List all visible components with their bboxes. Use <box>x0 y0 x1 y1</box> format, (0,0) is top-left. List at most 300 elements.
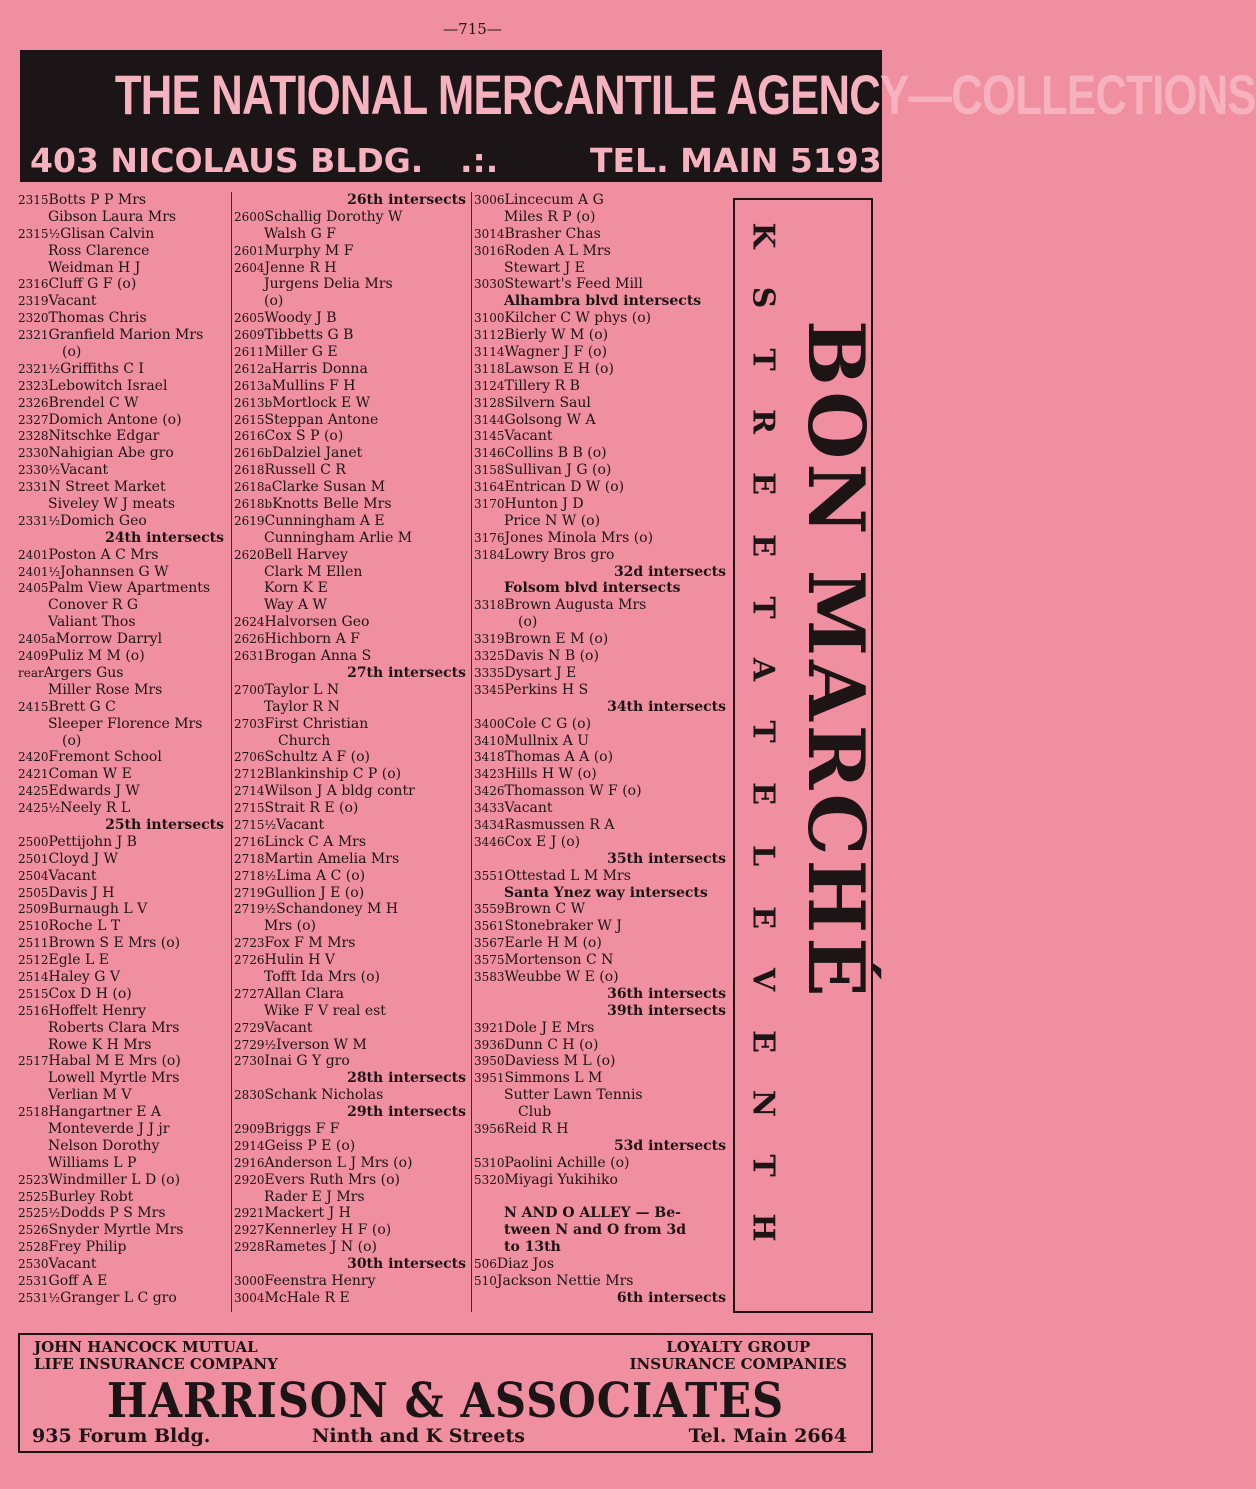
house-number: 3956 <box>474 1121 505 1136</box>
house-number: 3158 <box>474 463 505 478</box>
house-number: 2505 <box>18 885 49 900</box>
directory-entry <box>234 834 470 851</box>
bottom-ad-right-line1: LOYALTY GROUP <box>666 1338 811 1356</box>
resident-name: Rasmussen R A <box>504 816 615 833</box>
directory-entry <box>234 1020 470 1037</box>
resident-name: Brown Augusta Mrs <box>504 597 647 614</box>
directory-entry <box>234 547 470 564</box>
intersection-heading: 29th intersects <box>347 1104 466 1121</box>
resident-name: Thomas Chris <box>48 310 147 327</box>
resident-name: Vacant <box>60 462 109 479</box>
resident-name: Davis N B (o) <box>504 648 599 665</box>
directory-entry <box>474 749 730 766</box>
house-number: 2605 <box>234 311 265 326</box>
house-number: 506 <box>474 1257 497 1272</box>
resident-name: Hills H W (o) <box>504 766 597 783</box>
house-number: 3423 <box>474 767 505 782</box>
directory-entry <box>474 665 730 682</box>
directory-column-1 <box>18 192 228 1307</box>
resident-name: Palm View Apartments <box>48 580 211 597</box>
resident-name: Cox D H (o) <box>48 985 132 1002</box>
resident-name: Perkins H S <box>504 681 589 698</box>
directory-entry <box>234 817 470 834</box>
directory-entry <box>18 834 228 851</box>
house-number: 510 <box>474 1274 497 1288</box>
directory-entry <box>474 1037 730 1054</box>
bottom-ad-right-header <box>630 1339 847 1373</box>
directory-entry <box>234 986 470 1003</box>
directory-entry <box>234 462 470 479</box>
resident-name: Woody J B <box>264 310 337 327</box>
directory-entry <box>234 800 470 817</box>
resident-name: Lowry Bros gro <box>504 546 615 563</box>
directory-continuation: Club <box>518 1104 552 1121</box>
house-number: 3000 <box>234 1274 265 1288</box>
directory-continuation: Korn K E <box>264 580 328 597</box>
resident-name: Dodds P S Mrs <box>60 1205 166 1222</box>
directory-entry <box>234 1273 470 1290</box>
house-number: 2517 <box>18 1054 49 1069</box>
directory-entry <box>234 1222 470 1239</box>
resident-name: Brown S E Mrs (o) <box>48 935 181 952</box>
directory-entry <box>474 952 730 969</box>
directory-entry <box>234 648 470 665</box>
house-number: 2331½ <box>18 513 61 528</box>
house-number: 2618 <box>234 463 265 478</box>
intersection-heading: 27th intersects <box>347 664 466 681</box>
resident-name: Schultz A F (o) <box>264 749 371 766</box>
directory-continuation: Tofft Ida Mrs (o) <box>264 968 381 985</box>
resident-name: Schandoney M H <box>276 901 399 918</box>
resident-name: Edwards J W <box>48 783 140 800</box>
resident-name: Mullnix A U <box>504 732 590 749</box>
house-number: 3176 <box>474 530 505 545</box>
house-number: 2718 <box>234 851 265 866</box>
directory-entry <box>234 479 470 496</box>
resident-name: Habal M E Mrs (o) <box>48 1053 181 1070</box>
harrison-advertisement <box>18 1333 873 1453</box>
intersection-heading: 28th intersects <box>347 1070 466 1087</box>
resident-name: Weubbe W E (o) <box>504 968 619 985</box>
directory-entry <box>234 361 470 378</box>
directory-entry <box>474 733 730 750</box>
resident-name: Dunn C H (o) <box>504 1036 599 1053</box>
resident-name: Brendel C W <box>48 394 139 411</box>
directory-continuation: Gibson Laura Mrs <box>48 208 177 225</box>
house-number: 3004 <box>234 1290 265 1305</box>
directory-entry <box>474 716 730 733</box>
house-number: 3124 <box>474 378 505 393</box>
directory-entry <box>234 1121 470 1138</box>
resident-name: Jones Minola Mrs (o) <box>504 529 654 546</box>
house-number: 2631 <box>234 649 265 664</box>
house-number: 2928 <box>234 1240 265 1255</box>
resident-name: Murphy M F <box>264 242 354 259</box>
directory-entry <box>18 513 228 530</box>
resident-name: Brasher Chas <box>504 225 601 242</box>
house-number: 3434 <box>474 817 505 832</box>
directory-entry <box>234 1290 470 1307</box>
resident-name: Schank Nicholas <box>264 1087 384 1104</box>
house-number: 3410 <box>474 733 505 748</box>
resident-name: Pettijohn J B <box>48 833 137 850</box>
directory-entry <box>18 901 228 918</box>
directory-continuation: Verlian M V <box>48 1087 132 1104</box>
directory-continuation: Sleeper Florence Mrs <box>48 715 203 732</box>
directory-continuation: (o) <box>62 344 82 361</box>
resident-name: Gullion J E (o) <box>264 884 365 901</box>
directory-continuation: Nelson Dorothy <box>48 1137 160 1154</box>
resident-name: Nitschke Edgar <box>48 428 160 445</box>
resident-name: Linck C A Mrs <box>264 833 367 850</box>
house-number: 2703 <box>234 716 265 731</box>
directory-entry <box>18 462 228 479</box>
directory-entry <box>474 1172 730 1189</box>
house-number: 3318 <box>474 598 505 613</box>
house-number: 3144 <box>474 412 505 427</box>
directory-entry <box>18 361 228 378</box>
resident-name: Dalziel Janet <box>272 445 363 462</box>
resident-name: Goff A E <box>48 1273 108 1289</box>
house-number: 2609 <box>234 328 265 343</box>
house-number: 2500 <box>18 834 49 849</box>
resident-name: Vacant <box>48 867 97 884</box>
resident-name: Evers Ruth Mrs (o) <box>264 1171 400 1188</box>
intersection-heading: 25th intersects <box>105 816 224 833</box>
directory-entry <box>18 783 228 800</box>
resident-name: Vacant <box>276 816 325 833</box>
directory-entry <box>234 412 470 429</box>
resident-name: Mortlock E W <box>272 394 371 411</box>
house-number: 3567 <box>474 936 505 951</box>
side-letter: S <box>745 286 781 309</box>
resident-name: Clarke Susan M <box>271 479 386 496</box>
street-heading: Folsom blvd intersects <box>504 580 681 597</box>
street-heading: Santa Ynez way intersects <box>504 884 708 901</box>
directory-entry <box>234 243 470 260</box>
house-number: 3335 <box>474 665 505 680</box>
resident-name: Brown E M (o) <box>504 631 609 648</box>
directory-continuation: Rader E J Mrs <box>264 1188 365 1205</box>
directory-entry <box>234 614 470 631</box>
bottom-ad-phone: Tel. Main 2664 <box>688 1425 847 1447</box>
resident-name: Windmiller L D (o) <box>48 1171 181 1188</box>
house-number: 2604 <box>234 260 265 275</box>
house-number: 3319 <box>474 632 505 647</box>
resident-name: Inai G Y gro <box>264 1053 350 1070</box>
side-letter: E <box>745 472 781 495</box>
resident-name: Roche L T <box>48 918 121 935</box>
directory-entry <box>18 580 228 597</box>
house-number: 2509 <box>18 902 49 917</box>
directory-continuation: Monteverde J J jr <box>48 1120 170 1137</box>
resident-name: Earle H M (o) <box>504 935 602 952</box>
directory-entry <box>18 412 228 429</box>
directory-entry <box>18 868 228 885</box>
directory-entry <box>474 631 730 648</box>
directory-entry <box>474 817 730 834</box>
house-number: 2626 <box>234 632 265 647</box>
resident-name: Cluff G F (o) <box>48 276 137 293</box>
directory-entry <box>234 952 470 969</box>
bon-marche-advertisement <box>733 198 881 1313</box>
resident-name: Dole J E Mrs <box>504 1019 595 1036</box>
bottom-ad-left-line2: LIFE INSURANCE COMPANY <box>34 1355 278 1373</box>
house-number: 3164 <box>474 480 505 495</box>
resident-name: Rametes J N (o) <box>264 1239 377 1256</box>
resident-name: Bell Harvey <box>264 546 348 563</box>
house-number: 3575 <box>474 953 505 968</box>
directory-entry <box>474 935 730 952</box>
directory-entry <box>474 1070 730 1087</box>
house-number: 2415 <box>18 699 49 714</box>
directory-entry <box>234 1205 470 1222</box>
directory-continuation: (o) <box>518 614 538 631</box>
directory-entry <box>474 800 730 817</box>
house-number: 3921 <box>474 1020 505 1035</box>
house-number: 3100 <box>474 311 505 326</box>
directory-entry <box>234 749 470 766</box>
house-number: 2514 <box>18 969 49 984</box>
house-number: 2714 <box>234 784 265 799</box>
house-number: 2316 <box>18 277 49 292</box>
resident-name: Diaz Jos <box>496 1256 555 1273</box>
directory-continuation: Price N W (o) <box>504 512 601 529</box>
house-number: 2700 <box>234 682 265 697</box>
house-number: 2531 <box>18 1274 49 1288</box>
side-ad-title: BON MARCHÉ <box>790 320 881 1001</box>
resident-name: Briggs F F <box>264 1120 340 1137</box>
directory-entry <box>474 361 730 378</box>
house-number: 2619 <box>234 513 265 528</box>
directory-entry <box>234 1172 470 1189</box>
resident-name: Argers Gus <box>43 664 124 681</box>
directory-entry <box>234 716 470 733</box>
directory-continuation: (o) <box>264 293 284 310</box>
side-letter: A <box>745 657 781 682</box>
directory-continuation: Church <box>278 732 331 749</box>
directory-entry <box>18 428 228 445</box>
bottom-ad-location: Ninth and K Streets <box>312 1425 525 1447</box>
directory-entry <box>474 276 730 293</box>
resident-name: Cunningham A E <box>264 512 385 529</box>
directory-entry <box>234 868 470 885</box>
house-number: 3112 <box>474 328 505 343</box>
directory-entry <box>234 682 470 699</box>
directory-entry <box>18 1189 228 1206</box>
resident-name: Granfield Marion Mrs <box>48 327 204 344</box>
directory-entry <box>474 310 730 327</box>
directory-entry <box>18 1290 228 1307</box>
house-number: 3016 <box>474 243 505 258</box>
directory-entry <box>474 327 730 344</box>
directory-continuation: Lowell Myrtle Mrs <box>48 1070 180 1087</box>
directory-continuation <box>474 1189 730 1206</box>
resident-name: Knotts Belle Mrs <box>272 496 392 513</box>
house-number: 5310 <box>474 1155 505 1170</box>
directory-entry <box>234 631 470 648</box>
house-number: 2909 <box>234 1121 265 1136</box>
resident-name: Halvorsen Geo <box>264 614 370 631</box>
resident-name: Golsong W A <box>504 411 596 428</box>
house-number: 2830 <box>234 1088 265 1103</box>
house-number: 2327 <box>18 412 49 427</box>
directory-entry <box>474 918 730 935</box>
resident-name: Thomasson W F (o) <box>504 783 642 800</box>
resident-name: Burley Robt <box>48 1188 134 1205</box>
directory-entry <box>474 378 730 395</box>
house-number: 2615 <box>234 412 265 427</box>
directory-entry <box>474 1155 730 1172</box>
resident-name: Feenstra Henry <box>264 1273 376 1289</box>
resident-name: Neely R L <box>60 800 131 817</box>
resident-name: Nahigian Abe gro <box>48 445 174 462</box>
directory-entry <box>474 496 730 513</box>
directory-entry <box>474 597 730 614</box>
resident-name: Taylor L N <box>264 681 340 698</box>
resident-name: Domich Geo <box>60 512 147 529</box>
resident-name: Schallig Dorothy W <box>264 208 403 225</box>
resident-name: Egle L E <box>48 952 109 969</box>
resident-name: Vacant <box>264 1019 313 1036</box>
directory-entry <box>234 935 470 952</box>
intersection-heading: 39th intersects <box>607 1002 726 1019</box>
directory-entry <box>18 564 228 581</box>
house-number: 5320 <box>474 1172 505 1187</box>
house-number: 2528 <box>18 1240 49 1255</box>
directory-continuation: Way A W <box>264 597 327 614</box>
side-letter: T <box>745 596 781 619</box>
bottom-ad-left-line1: JOHN HANCOCK MUTUAL <box>34 1338 258 1356</box>
house-number: 2512 <box>18 953 49 968</box>
directory-entry <box>474 901 730 918</box>
resident-name: Vacant <box>504 428 553 445</box>
house-number: 3426 <box>474 784 505 799</box>
directory-entry <box>18 327 228 344</box>
house-number: 2330½ <box>18 463 61 478</box>
directory-entry <box>234 513 470 530</box>
resident-name: Frey Philip <box>48 1239 127 1256</box>
directory-entry <box>474 1273 730 1290</box>
directory-entry <box>234 783 470 800</box>
house-number: 2916 <box>234 1155 265 1170</box>
directory-entry <box>18 969 228 986</box>
directory-entry <box>234 1053 470 1070</box>
house-number: 3128 <box>474 395 505 410</box>
resident-name: Sullivan J G (o) <box>504 462 612 479</box>
resident-name: Wagner J F (o) <box>504 344 608 361</box>
directory-entry <box>474 969 730 986</box>
directory-continuation: Cunningham Arlie M <box>264 529 413 546</box>
directory-entry <box>18 1273 228 1290</box>
house-number: 3951 <box>474 1071 505 1086</box>
directory-continuation: Stewart J E <box>504 259 585 276</box>
resident-name: Fremont School <box>48 749 162 766</box>
house-number: 3433 <box>474 801 505 816</box>
street-heading: tween N and O from 3d <box>504 1222 686 1239</box>
directory-continuation: Siveley W J meats <box>48 496 176 513</box>
directory-entry <box>234 496 470 513</box>
directory-entry <box>18 699 228 716</box>
resident-name: Brogan Anna S <box>264 648 372 665</box>
house-number: 2323 <box>18 378 49 393</box>
side-letter: H <box>745 1213 781 1242</box>
resident-name: Wilson J A bldg contr <box>264 783 415 800</box>
resident-name: Vacant <box>504 800 553 817</box>
directory-entry <box>18 479 228 496</box>
directory-entry <box>474 1020 730 1037</box>
directory-entry <box>474 783 730 800</box>
resident-name: Fox F M Mrs <box>264 935 356 952</box>
resident-name: Harris Donna <box>271 360 368 377</box>
house-number: 2613b <box>234 395 273 410</box>
resident-name: Strait R E (o) <box>264 800 359 817</box>
side-letter: N <box>745 1089 781 1118</box>
house-number: 2401 <box>18 547 49 562</box>
house-number: 2315½ <box>18 226 61 241</box>
house-number: 3446 <box>474 834 505 849</box>
resident-name: Collins B B (o) <box>504 445 607 462</box>
directory-continuation: Williams L P <box>48 1154 137 1171</box>
house-number: 2712 <box>234 767 265 782</box>
house-number: 2616 <box>234 429 265 444</box>
resident-name: Puliz M M (o) <box>48 648 145 665</box>
directory-entry <box>18 1239 228 1256</box>
banner-building: 403 NICOLAUS BLDG. <box>30 141 424 180</box>
directory-entry <box>18 952 228 969</box>
side-letter: E <box>745 1030 781 1053</box>
house-number: 2730 <box>234 1054 265 1069</box>
resident-name: Granger L C gro <box>60 1289 177 1306</box>
directory-entry <box>474 766 730 783</box>
house-number: 2320 <box>18 311 49 326</box>
house-number: 2420 <box>18 750 49 765</box>
intersection-heading: 32d intersects <box>613 563 726 580</box>
resident-name: Davis J H <box>48 884 115 901</box>
directory-continuation: Mrs (o) <box>264 918 317 935</box>
house-number: 2620 <box>234 547 265 562</box>
resident-name: Brett G C <box>48 698 116 715</box>
resident-name: Martin Amelia Mrs <box>264 850 400 867</box>
house-number: 2618a <box>234 480 272 495</box>
house-number: 2530 <box>18 1257 49 1272</box>
resident-name: Dysart J E <box>504 664 577 681</box>
directory-entry <box>474 192 730 209</box>
directory-entry <box>474 445 730 462</box>
resident-name: Roden A L Mrs <box>504 242 611 259</box>
intersection-heading: 30th intersects <box>347 1256 466 1273</box>
directory-entry <box>18 192 228 209</box>
house-number: 2723 <box>234 936 265 951</box>
directory-entry <box>474 479 730 496</box>
resident-name: Jenne R H <box>264 259 337 276</box>
resident-name: Allan Clara <box>264 985 345 1002</box>
house-number: 2319 <box>18 294 49 309</box>
directory-entry <box>234 428 470 445</box>
directory-entry <box>18 1205 228 1222</box>
resident-name: First Christian <box>264 715 369 732</box>
directory-entry <box>234 395 470 412</box>
house-number: 2328 <box>18 429 49 444</box>
directory-entry <box>18 851 228 868</box>
house-number: 2518 <box>18 1105 49 1120</box>
house-number: 2501 <box>18 851 49 866</box>
house-number: 2727 <box>234 986 265 1001</box>
directory-entry <box>234 209 470 226</box>
directory-entry <box>474 226 730 243</box>
house-number: 3400 <box>474 716 505 731</box>
resident-name: Silvern Saul <box>504 394 591 411</box>
